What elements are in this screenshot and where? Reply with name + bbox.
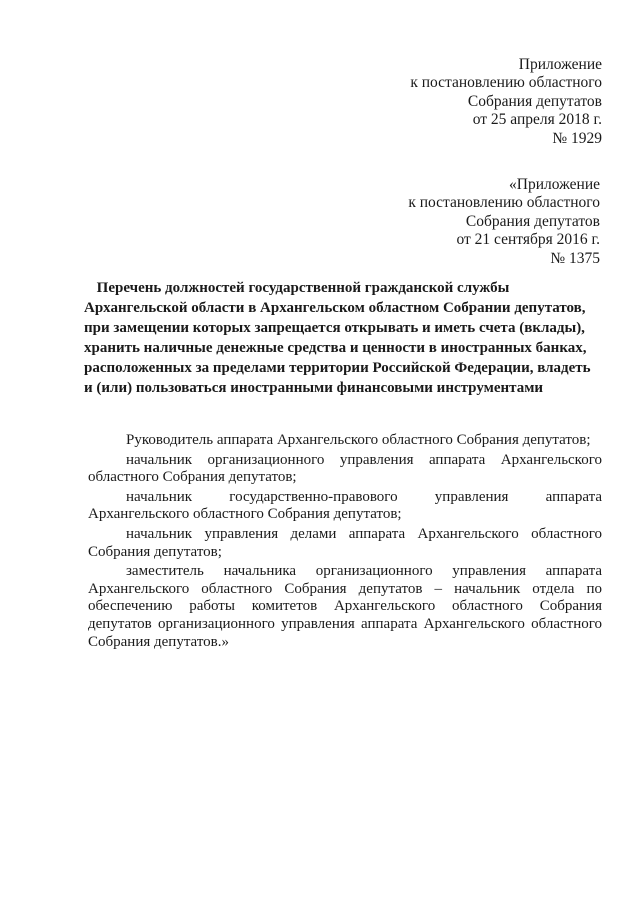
position-item <box>88 526 602 561</box>
position-text-first: Руководитель аппарата Архангельского областного Собрания депутатов; <box>126 432 591 448</box>
position-text-first: заместитель начальника организационного управления аппарата <box>126 563 602 580</box>
title-line: расположенных за пределами территории Российской Федерации, владеть <box>84 360 591 376</box>
position-text-first: начальник государственно-правового управления аппарата <box>126 488 602 505</box>
position-text-first: начальник организационного управления аппарата Архангельского <box>126 451 602 468</box>
appendix-line: Приложение <box>518 56 602 73</box>
title-line: Перечень должностей государственной гражданской службы <box>96 280 510 296</box>
position-text-rest: Архангельского областного Собрания депутатов – начальник отдела по обеспечению работы комитетов Архангельского областного Собрания депутатов организационного управления аппарата Архангельского областного Собрания депутатов.» <box>88 580 602 650</box>
appendix-header-original <box>408 176 600 268</box>
appendix-line: № 1375 <box>550 249 600 267</box>
appendix-header-current <box>410 56 602 148</box>
appendix-line: от 21 сентября 2016 г. <box>456 231 600 249</box>
position-item <box>88 563 602 651</box>
position-item <box>88 489 602 524</box>
position-text-first: начальник управления делами аппарата Архангельского областного <box>126 525 602 542</box>
appendix-line: Собрания депутатов <box>465 212 600 230</box>
appendix-line: Собрания депутатов <box>467 92 602 110</box>
position-item <box>88 432 602 450</box>
title-line: Архангельской области в Архангельском областном Собрании депутатов, <box>84 300 586 316</box>
position-text-rest: Собрания депутатов; <box>88 543 222 560</box>
appendix-line: к постановлению областного <box>408 194 600 212</box>
position-text-rest: Архангельского областного Собрания депутатов; <box>88 506 402 523</box>
appendix-line: № 1929 <box>552 129 602 147</box>
position-text-rest: областного Собрания депутатов; <box>88 469 297 486</box>
title-line: хранить наличные денежные средства и ценности в иностранных банках, <box>84 340 587 356</box>
position-item <box>88 452 602 487</box>
positions-list <box>88 432 602 651</box>
appendix-line: «Приложение <box>509 176 600 193</box>
document-title <box>84 278 591 398</box>
appendix-line: к постановлению областного <box>410 74 602 92</box>
appendix-line: от 25 апреля 2018 г. <box>472 111 602 129</box>
title-line: и (или) пользоваться иностранными финансовыми инструментами <box>84 380 544 396</box>
title-line: при замещении которых запрещается открывать и иметь счета (вклады), <box>84 320 585 336</box>
